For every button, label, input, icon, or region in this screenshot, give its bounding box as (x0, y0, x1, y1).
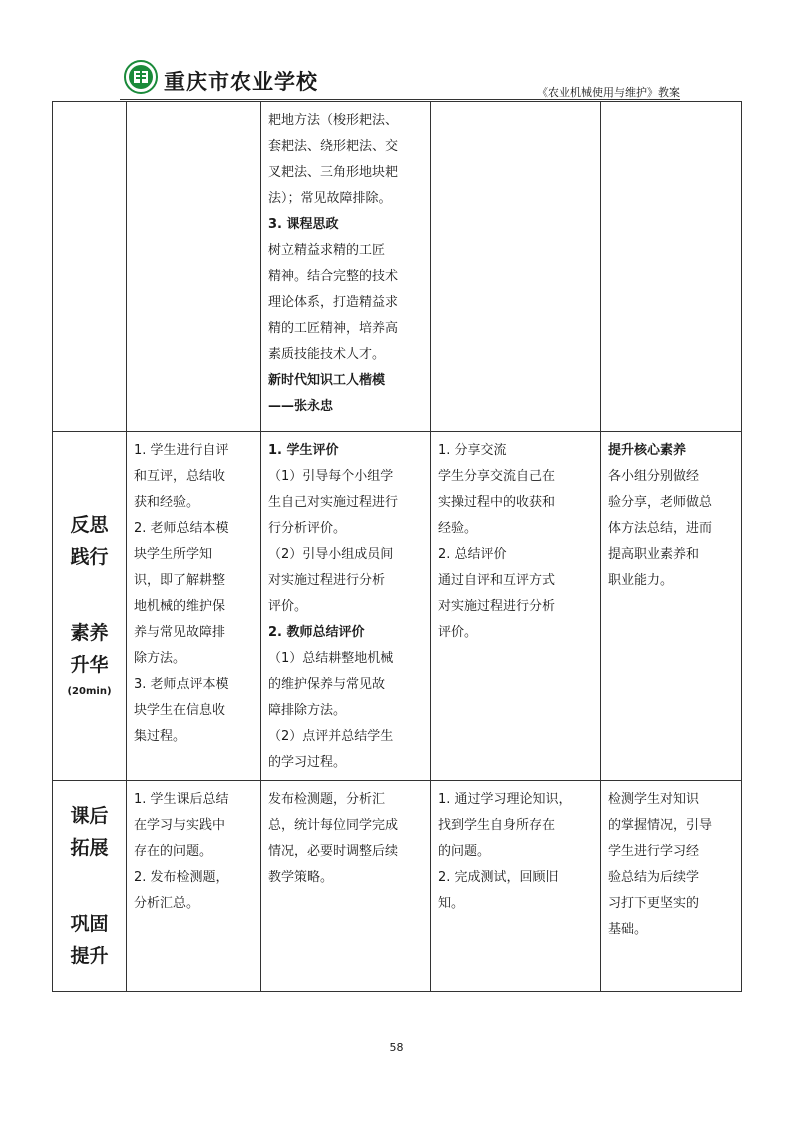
text-line: 教学策略。 (268, 870, 334, 885)
text-line: 基础。 (608, 922, 648, 937)
stage-label: 提升 (70, 945, 109, 967)
text-line: 地机械的维护保 (134, 599, 226, 614)
stage-cell (53, 781, 127, 992)
text-line: （2）点评并总结学生 (268, 729, 394, 744)
text-line: 检测学生对知识 (608, 792, 700, 807)
text-line: 总，统计每位同学完成 (268, 818, 399, 833)
text-line: 学生进行学习经 (608, 844, 700, 859)
text-line: 2. 完成测试，回顾旧 (438, 870, 559, 885)
page-header (120, 58, 680, 102)
text-line: 素质技能技术人才。 (268, 347, 386, 362)
stage-label: 升华 (70, 654, 109, 676)
design-intent-cell (601, 781, 742, 992)
text-line: 叉耙法、三角形地块耙 (268, 165, 399, 180)
text-line: 获和经验。 (134, 495, 200, 510)
text-line: 1. 学生进行自评 (134, 443, 229, 458)
text-line: 通过自评和互评方式 (438, 573, 556, 588)
stage-duration: (20min) (67, 686, 112, 697)
text-line: 评价。 (438, 625, 478, 640)
design-intent-cell (601, 432, 742, 781)
content-cell (127, 781, 261, 992)
table-row (53, 102, 742, 432)
text-line: 知。 (438, 896, 465, 911)
text-line: 和互评，总结收 (134, 469, 226, 484)
content-cell (127, 432, 261, 781)
stage-label: 课后 (70, 805, 109, 827)
text-line: 精神。结合完整的技术 (268, 269, 399, 284)
table-row (53, 781, 742, 992)
stage-label: 拓展 (70, 837, 109, 859)
text-line: 习打下更坚实的 (608, 896, 700, 911)
text-line: 提高职业素养和 (608, 547, 700, 562)
student-activity-cell (431, 432, 601, 781)
content-cell (127, 102, 261, 432)
school-logo-icon (124, 60, 158, 94)
text-line: （1）引导每个小组学 (268, 469, 394, 484)
text-line: （1）总结耕整地机械 (268, 651, 394, 666)
stage-cell (53, 432, 127, 781)
text-line: 提升核心素养 (608, 443, 687, 458)
text-line: 体方法总结，进而 (608, 521, 713, 536)
text-line: 经验。 (438, 521, 478, 536)
stage-label: 反思 (70, 514, 109, 536)
student-activity-cell (431, 781, 601, 992)
text-line: 的学习过程。 (268, 755, 347, 770)
teacher-activity-cell (261, 781, 431, 992)
stage-label: 素养 (70, 622, 109, 644)
text-line: 1. 通过学习理论知识， (438, 792, 572, 807)
text-line: 的问题。 (438, 844, 491, 859)
text-line: 养与常见故障排 (134, 625, 226, 640)
text-line: 情况，必要时调整后续 (268, 844, 399, 859)
text-line: 实操过程中的收获和 (438, 495, 556, 510)
course-title: 《农业机械使用与维护》教案 (537, 86, 680, 99)
text-line: 识，即了解耕整 (134, 573, 226, 588)
text-line: 存在的问题。 (134, 844, 213, 859)
teacher-activity-cell (261, 102, 431, 432)
text-line: 除方法。 (134, 651, 187, 666)
page-number: 58 (389, 1041, 404, 1054)
text-line: 块学生所学知 (134, 547, 213, 562)
text-line: 障排除方法。 (268, 703, 347, 718)
stage-label: 践行 (70, 546, 109, 568)
text-line: 集过程。 (134, 729, 187, 744)
text-line: 2. 发布检测题， (134, 870, 229, 885)
text-line: 法）；常见故障排除。 (268, 191, 392, 206)
student-activity-cell (431, 102, 601, 432)
table-row (53, 432, 742, 781)
text-line: 套耙法、绕形耙法、交 (268, 139, 399, 154)
text-line: （2）引导小组成员间 (268, 547, 394, 562)
header-divider (120, 99, 680, 100)
text-line: 2. 教师总结评价 (268, 625, 365, 640)
text-line: 块学生在信息收 (134, 703, 226, 718)
text-line: 的掌握情况，引导 (608, 818, 713, 833)
text-line: 3. 老师点评本模 (134, 677, 229, 692)
text-line: 对实施过程进行分析 (268, 573, 386, 588)
lesson-plan-table (52, 101, 742, 992)
text-line: 职业能力。 (608, 573, 674, 588)
text-line: 3. 课程思政 (268, 217, 339, 232)
text-line: 树立精益求精的工匠 (268, 243, 386, 258)
teacher-activity-cell (261, 432, 431, 781)
text-line: 生自己对实施过程进行 (268, 495, 399, 510)
text-line: 2. 老师总结本模 (134, 521, 229, 536)
text-line: 对实施过程进行分析 (438, 599, 556, 614)
text-line: 耙地方法（梭形耙法、 (268, 113, 399, 128)
text-line: 行分析评价。 (268, 521, 347, 536)
stage-cell (53, 102, 127, 432)
text-line: 1. 分享交流 (438, 443, 507, 458)
text-line: 新时代知识工人楷模 (268, 373, 386, 388)
text-line: 找到学生自身所存在 (438, 818, 556, 833)
text-line: 学生分享交流自己在 (438, 469, 556, 484)
text-line: ——张永忠 (268, 399, 334, 414)
text-line: 1. 学生评价 (268, 443, 339, 458)
text-line: 发布检测题，分析汇 (268, 792, 386, 807)
text-line: 的维护保养与常见故 (268, 677, 386, 692)
text-line: 理论体系，打造精益求 (268, 295, 399, 310)
text-line: 各小组分别做经 (608, 469, 700, 484)
text-line: 在学习与实践中 (134, 818, 226, 833)
school-name: 重庆市农业学校 (164, 69, 318, 94)
text-line: 验分享，老师做总 (608, 495, 713, 510)
text-line: 精的工匠精神，培养高 (268, 321, 399, 336)
text-line: 评价。 (268, 599, 308, 614)
text-line: 2. 总结评价 (438, 547, 507, 562)
text-line: 分析汇总。 (134, 896, 200, 911)
stage-label: 巩固 (70, 913, 109, 935)
text-line: 验总结为后续学 (608, 870, 700, 885)
text-line: 1. 学生课后总结 (134, 792, 229, 807)
design-intent-cell (601, 102, 742, 432)
